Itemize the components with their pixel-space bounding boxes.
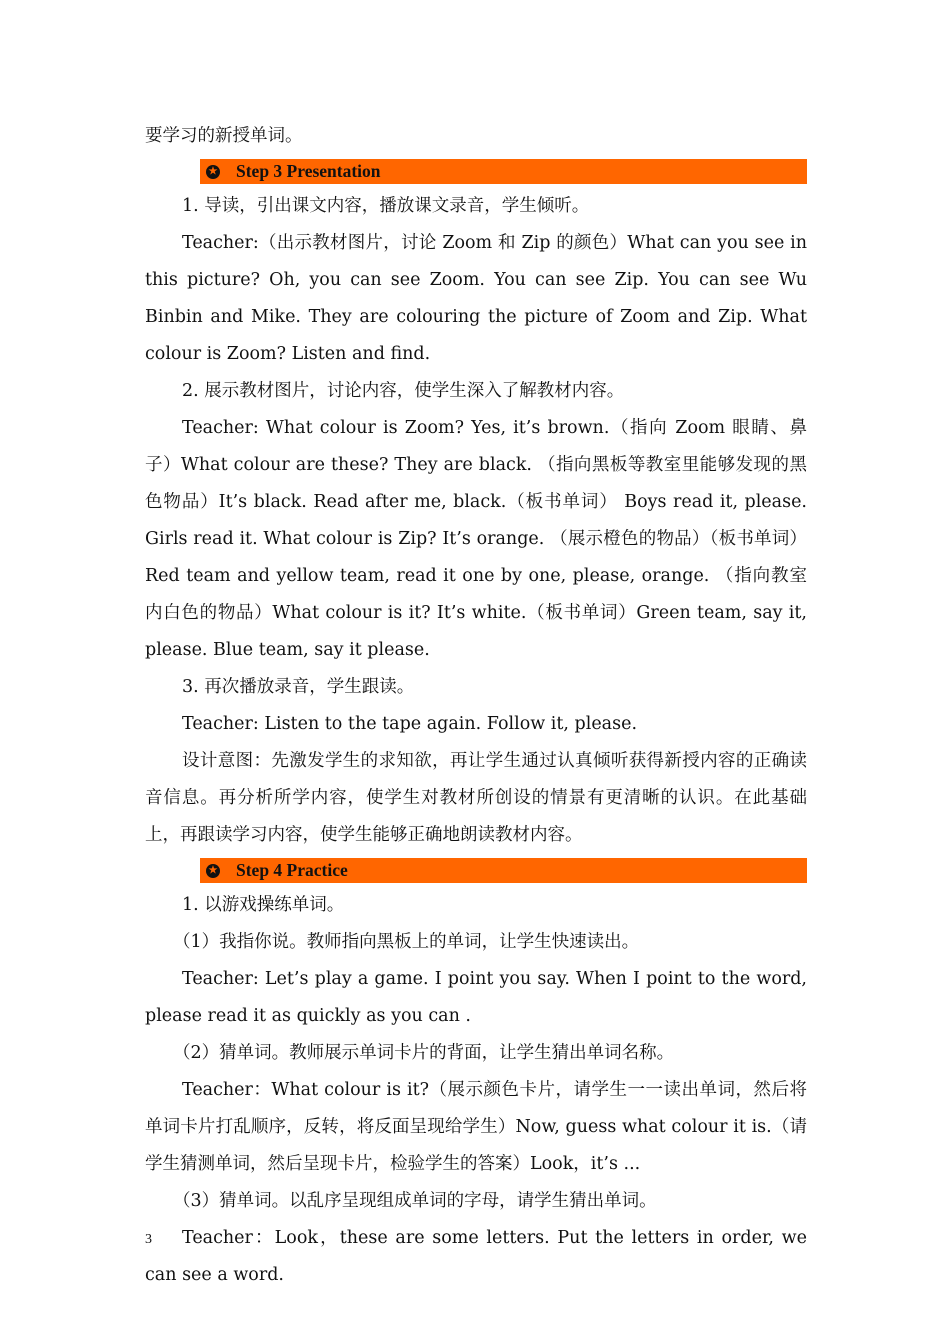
step-4-title: Step 4 Practice (236, 860, 348, 880)
paragraph: 1. 以游戏操练单词。 (182, 895, 345, 915)
page-content (145, 118, 807, 1294)
star-icon: ★ (206, 165, 220, 179)
step-4-heading (200, 858, 807, 883)
step-3-heading (200, 159, 807, 184)
paragraph: 要学习的新授单词。 (145, 126, 303, 146)
paragraph: （1）我指你说。教师指向黑板上的单词，让学生快速读出。 (173, 932, 640, 952)
paragraph: （2）猜单词。教师展示单词卡片的背面，让学生猜出单词名称。 (173, 1043, 675, 1063)
paragraph: 1. 导读，引出课文内容，播放课文录音，学生倾听。 (182, 196, 590, 216)
paragraph: 3. 再次播放录音，学生跟读。 (182, 677, 415, 697)
paragraph: Teacher:（出示教材图片，讨论 Zoom 和 Zip 的颜色）What can you see in this picture? Oh, you can see Zoom. You can see Zip. You can see Wu Binbin and Mike. They are colouring the picture of Zoom and Zip. What colour is Zoom? Listen and find. (145, 233, 807, 364)
paragraph: Teacher：Look，these are some letters. Put the letters in order, we can see a word. (145, 1228, 807, 1285)
paragraph: 2. 展示教材图片，讨论内容，使学生深入了解教材内容。 (182, 381, 625, 401)
design-intent-paragraph: 设计意图：先激发学生的求知欲，再让学生通过认真倾听获得新授内容的正确读音信息。再分析所学内容，使学生对教材所创设的情景有更清晰的认识。在此基础上，再跟读学习内容，使学生能够正确地朗读教材内容。 (145, 751, 807, 845)
paragraph: Teacher: Let’s play a game. I point you say. When I point to the word, please read it as quickly as you can . (145, 969, 807, 1026)
paragraph: Teacher：What colour is it?（展示颜色卡片，请学生一一读出单词，然后将单词卡片打乱顺序，反转，将反面呈现给学生）Now, guess what colour it is.（请学生猜测单词，然后呈现卡片，检验学生的答案）Look，it’s ... (145, 1080, 807, 1174)
paragraph: Teacher: What colour is Zoom? Yes, it’s brown.（指向 Zoom 眼睛、鼻子）What colour are these? They are black. （指向黑板等教室里能够发现的黑色物品）It’s black. Read after me, black.（板书单词） Boys read it, please. Girls read it. What colour is Zip? It’s orange. （展示橙色的物品）（板书单词）Red team and yellow team, read it one by one, please, orange. （指向教室内白色的物品）What colour is it? It’s white.（板书单词）Green team, say it, please. Blue team, say it please. (145, 418, 807, 660)
paragraph: Teacher: Listen to the tape again. Follow it, please. (182, 714, 638, 734)
page-number: 3 (145, 1232, 152, 1247)
paragraph: （3）猜单词。以乱序呈现组成单词的字母，请学生猜出单词。 (173, 1191, 657, 1211)
step-3-title: Step 3 Presentation (236, 161, 381, 181)
star-icon: ★ (206, 864, 220, 878)
